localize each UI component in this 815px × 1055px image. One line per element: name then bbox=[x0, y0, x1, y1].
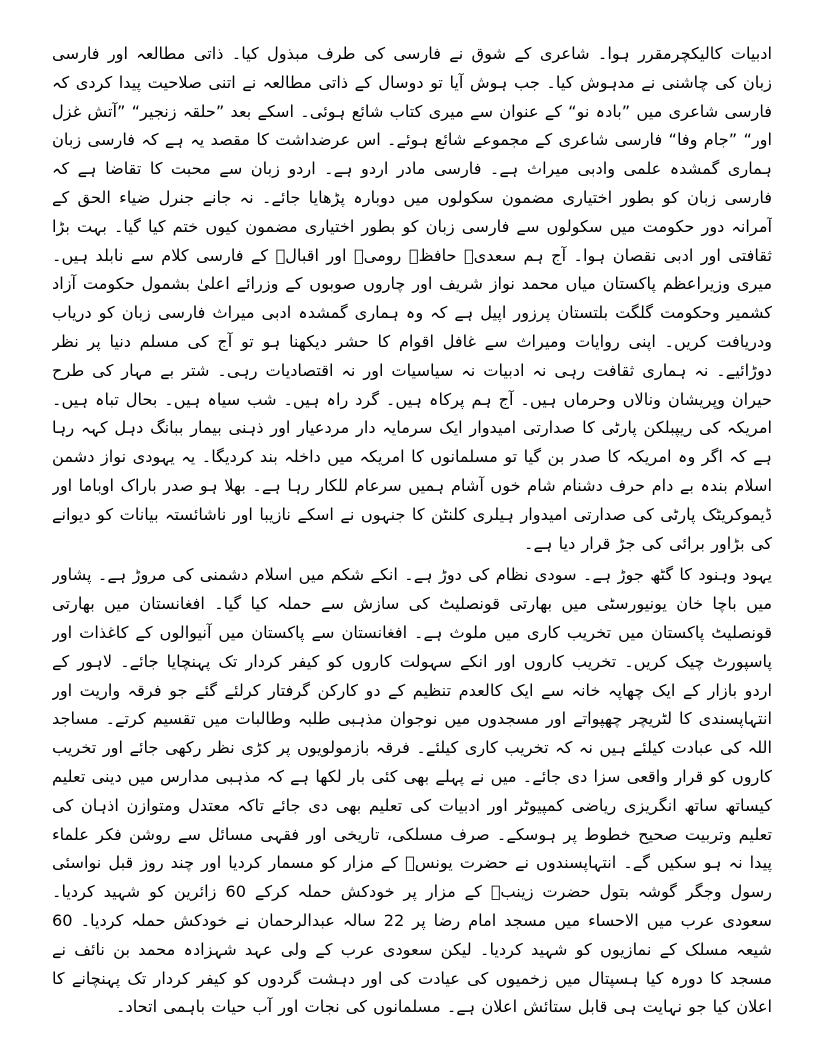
paragraph-terrorism-unity: یہود وہنود کا گٹھ جوڑ ہے۔ سودی نظام کی دوڑ ہے۔ انکے شکم میں اسلام دشمنی کی مروڑ ہے۔ پشاور میں باچا خان یونیورسٹی میں بھارتی قونصلیٹ کی سازش سے حملہ کیا گیا۔ افغانستان میں بھارتی قونصلیٹ پاکستان میں تخریب کاری میں ملوث ہے۔ افغانستان سے پاکستان میں آنیوالوں کے کاغذات اور پاسپورٹ چیک کریں۔ تخریب کاروں اور انکے سہولت کاروں کو کیفر کردار تک پہنچایا جائے۔ لاہور کے اردو بازار کے ایک چھاپہ خانہ سے ایک کالعدم تنظیم کے دو کارکن گرفتار کرلئے گئے جو فرقہ واریت اور انتہاپسندی کا لٹریچر چھپواتے اور مسجدوں میں نوجوان مذہبی طلبہ وطالبات میں تقسیم کرتے۔ مساجد اللہ کی عبادت کیلئے ہیں نہ کہ تخریب کاری کیلئے۔ فرقہ بازمولویوں پر کڑی نظر رکھی جائے اور تخریب کاروں کو قرار واقعی سزا دی جائے۔ میں نے پہلے بھی کئی بار لکھا ہے کہ مذہبی مدارس میں دینی تعلیم کیساتھ ساتھ انگریزی ریاضی کمپیوٹر اور ادبیات کی تعلیم بھی دی جائے تاکہ معتدل ومتوازن اذہان کی تعلیم وتربیت صحیح خطوط پر ہوسکے۔ صرف مسلکی، تاریخی اور فقہی مسائل سے روشن فکر علماء پیدا نہ ہو سکیں گے۔ انتہاپسندوں نے حضرت یونسؑ کے مزار کو مسمار کردیا اور چند روز قبل نواسئی رسول وجگر گوشہ بتول حضرت زینبؓ کے مزار پر خودکش حملہ کرکے 60 زائرین کو شہید کردیا۔ سعودی عرب میں الاحساء میں مسجد امام رضا پر 22 سالہ عبدالرحمان نے خودکش حملہ کردیا۔ 60 شیعہ مسلک کے نمازیوں کو شہید کردیا۔ لیکن سعودی عرب کے ولی عہد شہزادہ محمد بن نائف نے مسجد کا دورہ کیا ہسپتال میں زخمیوں کی عیادت کی اور دہشت گردوں کو کیفر کردار تک پہنچانے کا اعلان کیا جو نہایت ہی قابل ستائش اعلان ہے۔ مسلمانوں کی نجات اور آب حیات باہمی اتحاد۔ bbox=[52, 565, 772, 1017]
paragraph-persian-heritage: ادبیات کالیکچرمقرر ہوا۔ شاعری کے شوق نے فارسی کی طرف مبذول کیا۔ ذاتی مطالعہ اور فارسی زبان کی چاشنی نے مدہوش کیا۔ جب ہوش آیا تو دوسال کے ذاتی مطالعہ نے اتنی صلاحیت پیدا کردی کہ فارسی شاعری میں ”بادہ نو“ کے عنوان سے میری کتاب شائع ہوئی۔ اسکے بعد ”حلقہ زنجیر“ ”آتش غزل اور“ ”جام وفا“ فارسی شاعری کے مجموعے شائع ہوئے۔ اس عرضداشت کا مقصد یہ ہے کہ فارسی زبان ہماری گمشدہ علمی وادبی میراث ہے۔ فارسی مادر اردو ہے۔ اردو زبان سے محبت کا تقاضا ہے کہ فارسی زبان کو بطور اختیاری مضمون سکولوں میں دوبارہ پڑھایا جائے۔ نہ جانے جنرل ضیاء الحق کے آمرانہ دور حکومت میں سکولوں سے فارسی زبان کو بطور اختیاری مضمون کیوں ختم کیا گیا۔ بہت بڑا ثقافتی اور ادبی نقصان ہوا۔ آج ہم سعدیؒ حافظؒ رومیؒ اور اقبالؒ کے فارسی کلام سے نابلد ہیں۔ میری وزیراعظم پاکستان میاں محمد نواز شریف اور چاروں صوبوں کے وزرائے اعلیٰ بشمول حکومت آزاد کشمیر وحکومت گلگت بلتستان پرزور اپیل ہے کہ وہ ہماری گمشدہ ادبی میراث فارسی زبان کو دریاب ودریافت کریں۔ اپنی روایات ومیراث سے غافل اقوام کا حشر دیکھنا ہو تو آج کی مسلم دنیا پر نظر دوڑائیے۔ نہ ہماری ثقافت رہی نہ ادبیات نہ سیاسیات اور نہ اقتصادیات رہی۔ شتر بے مہار کی طرح حیران وپریشان ونالاں وحرماں ہیں۔ آج ہم پرکاہ ہیں۔ گرد راہ ہیں۔ شب سیاہ ہیں۔ بحال تباہ ہیں۔ امریکہ کی ریپبلکن پارٹی کا صدارتی امیدوار ایک سرمایہ دار مردعیار اور ذہنی بیمار ببانگ دہل کہہ رہا ہے کہ اگر وہ امریکہ کا صدر بن گیا تو مسلمانوں کا امریکہ میں داخلہ بند کردیگا۔ یہ یہودی نواز دشمن اسلام بندہ بے دام حرف دشنام شام خوں آشام ہمیں سرعام للکار رہا ہے۔ بھلا ہو صدر باراک اوباما اور ڈیموکریٹک پارٹی کی صدارتی امیدوار ہیلری کلنٹن کا جنہوں نے اسکے نازیبا اور ناشائستہ بیانات کو دیوانے کی بڑاور برائی کی جڑ قرار دیا ہے۔ bbox=[52, 44, 772, 553]
document-page bbox=[52, 40, 772, 1040]
